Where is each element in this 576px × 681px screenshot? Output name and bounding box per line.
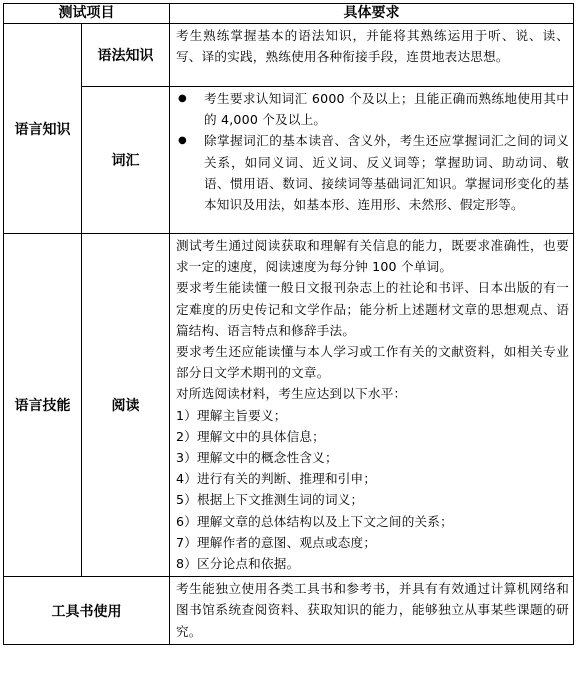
list-item: 2）理解文中的具体信息；	[176, 428, 325, 444]
bullet-icon: ●	[178, 135, 187, 147]
list-item: 1）理解主旨要义；	[176, 407, 287, 423]
table-row	[4, 24, 574, 87]
requirements-table	[3, 3, 574, 645]
list-item: 8）区分论点和依据。	[176, 556, 300, 572]
table-row	[4, 234, 574, 577]
category-language-skills: 语言技能	[4, 234, 82, 577]
level-list	[176, 405, 569, 575]
bullet-list	[176, 88, 569, 215]
list-item: 4）进行有关的判断、推理和引申；	[176, 471, 377, 487]
requirement-vocabulary	[170, 87, 574, 234]
category-language-knowledge: 语言知识	[4, 24, 82, 234]
category-reference-tools: 工具书使用	[4, 577, 170, 645]
header-test-item: 测试项目	[4, 4, 170, 24]
paragraph: 测试考生通过阅读获取和理解有关信息的能力，既要求准确性，也要求一定的速度，阅读速度为每分钟 100 个单词。	[176, 238, 569, 275]
paragraph: 对所选阅读材料，考生应达到以下水平：	[176, 386, 407, 402]
paragraph: 要求考生能读懂一般日文报刊杂志上的社论和书评、日本出版的有一定难度的历史传记和文学作品；能分析上述题材文章的思想观点、语篇结构、语言特点和修辞手法。	[176, 280, 569, 338]
list-item: 3）理解文中的概念性含义；	[176, 450, 338, 466]
subcategory-vocabulary: 词汇	[82, 87, 170, 234]
list-item: 7）理解作者的意图、观点或态度；	[176, 534, 377, 550]
header-row	[4, 4, 574, 24]
subcategory-reading: 阅读	[82, 234, 170, 577]
list-item: ● 考生要求认知词汇 6000 个及以上；且能正确而熟练地使用其中的 4,000 个及以上。	[176, 88, 569, 130]
table-row	[4, 87, 574, 234]
subcategory-grammar: 语法知识	[82, 24, 170, 87]
table-row	[4, 577, 574, 645]
requirement-reading	[170, 234, 574, 577]
paragraph: 考生能独立使用各类工具书和参考书，并具有有效通过计算机网络和图书馆系统查阅资料、获取知识的能力，能够独立从事某些课题的研究。	[176, 581, 569, 639]
list-item: 6）理解文章的总体结构以及上下文之间的关系；	[176, 513, 453, 529]
header-requirements: 具体要求	[170, 4, 574, 24]
bullet-icon: ●	[178, 93, 187, 104]
paragraph: 考生熟练掌握基本的语法知识，并能将其熟练运用于听、说、读、写、译的实践，熟练使用各种衔接手段，连贯地表达思想。	[176, 28, 569, 65]
list-item: ● 除掌握词汇的基本读音、含义外，考生还应掌握词汇之间的词义关系，如同义词、近义词、反义词等；掌握助词、助动词、敬语、惯用语、数词、接续词等基础词汇知识。掌握词形变化的基本知识及用法，如基本形、连用形、未然形、假定形等。	[176, 130, 569, 215]
paragraph: 要求考生还应能读懂与本人学习或工作有关的文献资料，如相关专业部分日文学术期刊的文章。	[176, 344, 569, 381]
list-item: 5）根据上下文推测生词的词义；	[176, 492, 364, 508]
requirement-reference-tools	[170, 577, 574, 645]
requirement-grammar	[170, 24, 574, 87]
